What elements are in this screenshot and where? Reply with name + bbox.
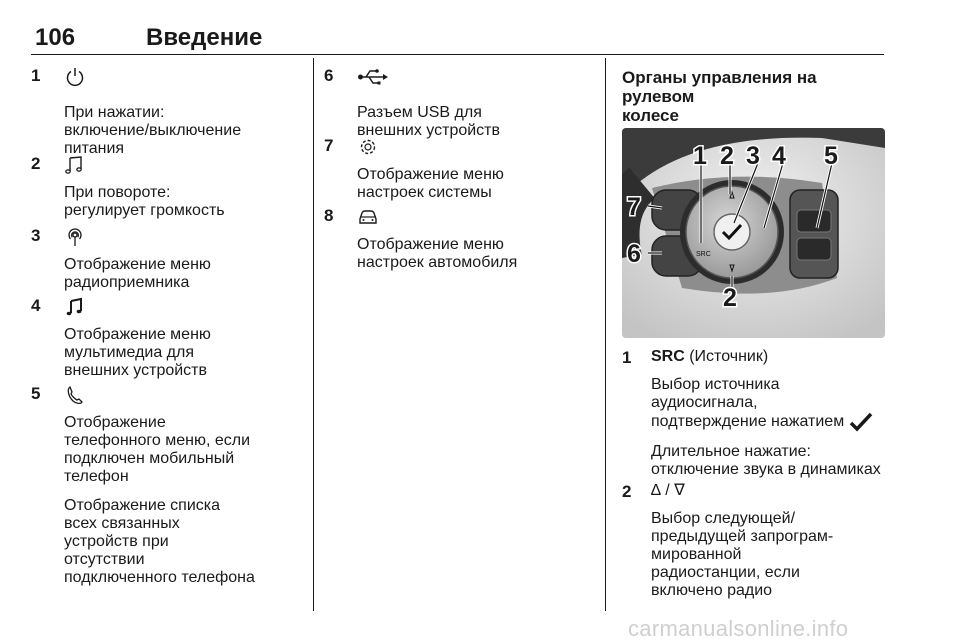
item-number: 6 [324,66,334,85]
item-text: предыдущей запрограм- [651,528,834,545]
item-number: 4 [31,296,41,315]
item-text: внешних устройств [64,362,207,379]
item-number: 1 [622,348,632,367]
car-icon [357,206,379,228]
item-number: 7 [324,136,334,155]
item-text: Отображение меню [64,256,211,273]
item-text: Выбор следующей/ [651,510,796,527]
item-text: отсутствии [64,551,145,568]
chapter-title: Введение [146,24,263,51]
item-number: 8 [324,206,334,225]
item-text: настроек системы [357,184,492,201]
src-label: SRC [696,251,711,258]
item-text: Разъем USB для [357,104,482,121]
item-text: включение/выключение [64,122,242,139]
figure-callout: 1 [693,142,707,170]
item-text: телефонного меню, если [64,432,251,449]
checkmark-icon [849,412,873,432]
heading-line: колесе [622,106,679,125]
item-title-rest: (Источник) [684,348,769,365]
column-divider [605,58,606,611]
item-text: мированной [651,546,742,563]
item-text: При повороте: [64,184,171,201]
item-text: аудиосигнала, [651,394,758,411]
item-text: питания [64,140,125,157]
item-text: Отображение списка [64,497,221,514]
figure-callout: 7 [627,193,641,221]
power-icon [64,66,86,88]
item-text: мультимедиа для [64,344,195,361]
item-number: 5 [31,384,41,403]
figure-callout: 6 [627,240,641,268]
item-text: подключен мобильный [64,450,235,467]
watermark: carmanualsonline.info [628,616,849,641]
settings-icon [357,136,379,158]
steering-wheel-illustration [622,128,885,338]
item-text: Отображение меню [64,326,211,343]
item-number: 3 [31,226,41,245]
item-text: включено радио [651,582,773,599]
item-number: 2 [31,154,41,173]
item-text: телефон [64,468,129,485]
usb-icon [357,66,389,88]
item-title: SRC [651,348,685,365]
item-text: устройств при [64,533,169,550]
figure-callout: 4 [772,142,786,170]
column-divider [313,58,314,611]
media-note-icon [64,296,86,318]
music-note-icon [64,154,86,176]
item-text: настроек автомобиля [357,254,518,271]
item-text: Отображение [64,414,166,431]
page-number: 106 [35,24,76,51]
item-text: При нажатии: [64,104,165,121]
item-text: радиостанции, если [651,564,800,581]
figure-callout: 2 [720,142,734,170]
item-text: Длительное нажатие: [651,443,811,460]
item-text: внешних устройств [357,122,500,139]
radio-icon [64,226,86,248]
item-text: подтверждение нажатием [651,413,845,431]
arrow-symbols: ∆ / ∇ [651,482,685,499]
section-heading [622,68,892,125]
item-text: отключение звука в динамиках [651,461,881,478]
item-text: Отображение меню [357,166,504,183]
heading-line: Органы управления на рулевом [622,68,817,106]
item-number: 1 [31,66,41,85]
figure-callout: 3 [746,142,760,170]
steering-wheel-figure [622,128,885,338]
item-text: подключенного телефона [64,569,255,586]
item-text: Выбор источника [651,376,780,393]
page-header [31,18,884,55]
figure-callout: 2 [723,284,737,312]
item-number: 2 [622,482,632,501]
figure-callout: 5 [824,142,838,170]
item-text: Отображение меню [357,236,504,253]
item-text: радиоприемника [64,274,190,291]
phone-icon [64,384,86,406]
item-text: всех связанных [64,515,180,532]
item-text: регулирует громкость [64,202,225,219]
